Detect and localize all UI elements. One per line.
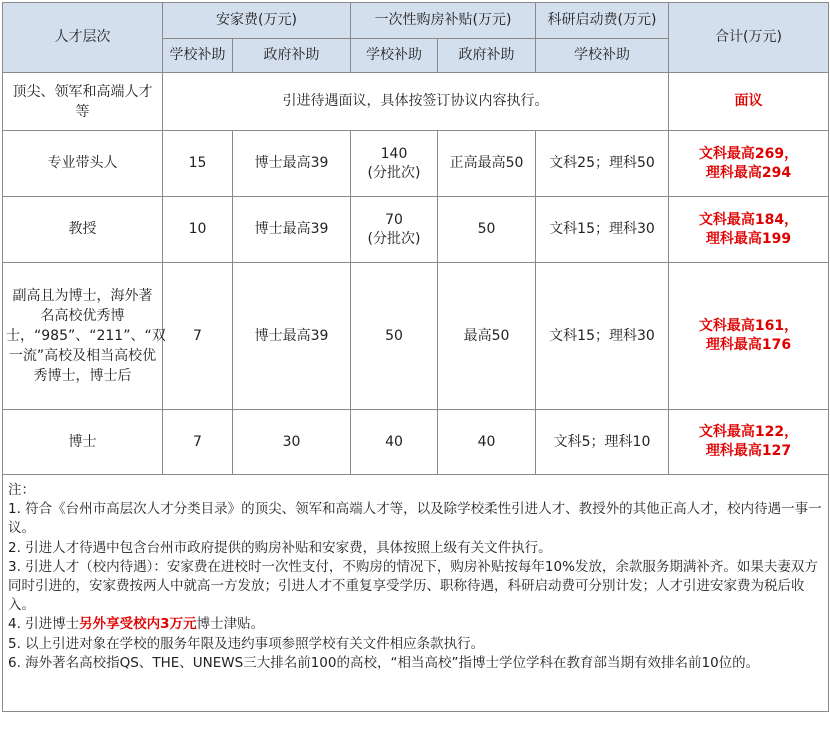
header-total: 合计(万元)	[669, 3, 829, 73]
row-settle-gov: 博士最高39	[233, 263, 351, 410]
note-3: 3. 引进人才（校内待遇）：安家费在进校时一次性支付，不购房的情况下，购房补贴按每年10%发放，余款服务期满补齐。如果夫妻双方同时引进的，安家费按两人中就高一方发放；引进人才不重复享受学历、职称待遇，科研启动费可分别计发；人才引进安家费为税后收入。	[8, 558, 818, 614]
header-settlement: 安家费(万元)	[163, 3, 351, 39]
header-housing: 一次性购房补贴(万元)	[351, 3, 536, 39]
note-1: 1. 符合《台州市高层次人才分类目录》的顶尖、领军和高端人才等，以及除学校柔性引进人才、教授外的其他正高人才，校内待遇一事一议。	[8, 501, 822, 537]
row-total-line1: 文科最高122，	[698, 424, 799, 440]
row-total	[669, 263, 829, 410]
header-research-school: 学校补助	[536, 39, 669, 73]
table-row	[3, 263, 829, 410]
note-4-suffix: 博士津贴。	[196, 616, 265, 633]
notes-section	[2, 475, 829, 712]
note-4-highlight: 另外享受校内3万元	[79, 616, 197, 633]
row-talent-level: 副高且为博士，海外著名高校优秀博士，“985”、“211”、“双一流”高校及相当高校优秀博士，博士后	[3, 263, 163, 410]
row-total	[669, 131, 829, 197]
table-row	[3, 131, 829, 197]
row-talent-level: 顶尖、领军和高端人才等	[3, 73, 163, 131]
talent-benefits-document	[2, 2, 828, 742]
row-talent-level: 博士	[3, 410, 163, 475]
row-total	[669, 410, 829, 475]
row-total-line1: 文科最高184，	[698, 211, 799, 228]
row-total-line2: 理科最高199	[705, 230, 792, 247]
row-total-line1: 文科最高269，	[698, 145, 799, 162]
header-talent-level: 人才层次	[3, 3, 163, 73]
row-settle-school: 7	[163, 410, 233, 475]
row-settle-school: 7	[163, 263, 233, 410]
row-house-school-value: 140	[380, 145, 408, 162]
row-talent-level: 专业带头人	[3, 131, 163, 197]
row-house-gov: 50	[438, 197, 536, 263]
row-house-school-note: (分批次)	[367, 164, 421, 181]
row-settle-school: 10	[163, 197, 233, 263]
note-4-prefix: 4. 引进博士	[8, 616, 80, 633]
row-total-line2: 理科最高294	[705, 164, 792, 181]
table-row	[3, 197, 829, 263]
row-total-line1: 文科最高161，	[698, 318, 799, 334]
header-row-1	[3, 3, 829, 39]
header-house-school: 学校补助	[351, 39, 438, 73]
row-total: 面议	[669, 73, 829, 131]
row-house-school	[351, 131, 438, 197]
row-house-gov: 最高50	[438, 263, 536, 410]
notes-title: 注：	[8, 482, 35, 498]
row-settle-gov: 30	[233, 410, 351, 475]
row-house-gov: 40	[438, 410, 536, 475]
row-house-school	[351, 197, 438, 263]
row-research: 文科15；理科30	[536, 197, 669, 263]
row-house-school: 40	[351, 410, 438, 475]
row-house-school-note: (分批次)	[367, 230, 421, 247]
note-5: 5. 以上引进对象在学校的服务年限及违约事项参照学校有关文件相应条款执行。	[8, 635, 485, 652]
benefits-table	[2, 2, 829, 475]
row-total-line2: 理科最高127	[705, 443, 792, 459]
row-talent-level: 教授	[3, 197, 163, 263]
row-house-school-value: 70	[385, 211, 403, 228]
note-2: 2. 引进人才待遇中包含台州市政府提供的购房补贴和安家费，具体按照上级有关文件执行。	[8, 539, 552, 556]
note-4	[8, 615, 824, 634]
row-total	[669, 197, 829, 263]
row-research: 文科15；理科30	[536, 263, 669, 410]
header-house-gov: 政府补助	[438, 39, 536, 73]
row-house-gov: 正高最高50	[438, 131, 536, 197]
table-row	[3, 410, 829, 475]
row-merged-text: 引进待遇面议，具体按签订协议内容执行。	[163, 73, 669, 131]
row-house-school: 50	[351, 263, 438, 410]
header-research: 科研启动费(万元)	[536, 3, 669, 39]
note-6: 6. 海外著名高校指QS、THE、UNEWS三大排名前100的高校，“相当高校”指博士学位学科在教育部当期有效排名前10位的。	[8, 654, 760, 671]
row-settle-school: 15	[163, 131, 233, 197]
row-total-line2: 理科最高176	[705, 337, 792, 353]
table-row	[3, 73, 829, 131]
row-settle-gov: 博士最高39	[233, 197, 351, 263]
row-settle-gov: 博士最高39	[233, 131, 351, 197]
header-settle-school: 学校补助	[163, 39, 233, 73]
row-research: 文科5；理科10	[536, 410, 669, 475]
row-research: 文科25；理科50	[536, 131, 669, 197]
header-settle-gov: 政府补助	[233, 39, 351, 73]
